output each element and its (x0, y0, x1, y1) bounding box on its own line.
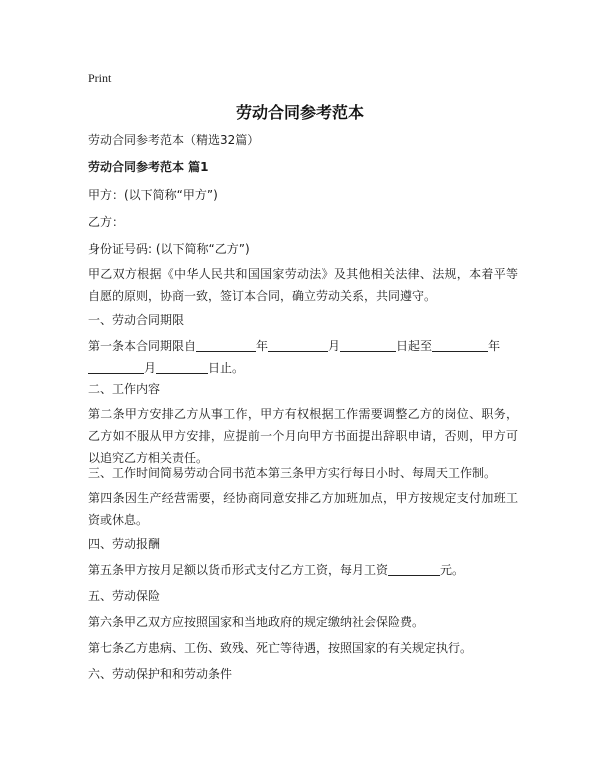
year-label-2: 年 (488, 339, 501, 353)
salary-blank[interactable] (388, 561, 440, 576)
year-label-1: 年 (256, 339, 269, 353)
article-5-prefix: 第五条甲方按月足额以货币形式支付乙方工资，每月工资 (88, 563, 389, 577)
section-5-heading: 五、劳动保险 (88, 589, 161, 603)
month-label-2: 月 (144, 361, 157, 375)
month-label-1: 月 (328, 339, 341, 353)
intro-paragraph: 甲乙双方根据《中华人民共和国国家劳动法》及其他相关法律、法规，本着平等自愿的原则，协商一致，签订本合同，确立劳动关系，共同遵守。 (88, 267, 518, 303)
party-b-line: 乙方： (88, 215, 125, 229)
start-day-blank[interactable] (340, 337, 396, 352)
print-label: Print (88, 71, 112, 85)
section-1-heading: 一、劳动合同期限 (88, 313, 185, 327)
end-day-blank[interactable] (156, 359, 208, 374)
end-year-blank[interactable] (432, 337, 488, 352)
start-month-blank[interactable] (268, 337, 328, 352)
party-a-line: 甲方：(以下简称“甲方”) (88, 188, 218, 202)
document-title: 劳动合同参考范本 (235, 103, 364, 122)
article-6-line: 第六条甲乙双方应按照国家和当地政府的规定缴纳社会保险费。 (88, 615, 425, 629)
article-4-paragraph: 第四条因生产经营需要，经协商同意安排乙方加班加点，甲方按规定支付加班工资或休息。 (88, 491, 518, 527)
document-subtitle: 劳动合同参考范本（精选32篇） (88, 133, 260, 147)
id-number-line: 身份证号码: (以下简称“乙方”) (88, 242, 250, 256)
article-1-line-1 (88, 335, 518, 357)
article-7-line: 第七条乙方患病、工伤、致残、死亡等待遇，按照国家的有关规定执行。 (88, 641, 473, 655)
article-2-paragraph: 第二条甲方安排乙方从事工作，甲方有权根据工作需要调整乙方的岗位、职务，乙方如不服从甲方安排，应提前一个月向甲方书面提出辞职申请，否则，甲方可以追究乙方相关责任。 (88, 407, 518, 465)
end-month-blank[interactable] (88, 359, 144, 374)
article-5-line (88, 559, 518, 581)
start-year-blank[interactable] (196, 337, 256, 352)
article-5-suffix: 元。 (440, 563, 465, 577)
article-1-line-2 (88, 357, 518, 379)
day-end-label: 日止。 (208, 361, 245, 375)
section-2-heading: 二、工作内容 (88, 382, 161, 396)
day-to-label: 日起至 (396, 339, 433, 353)
section-6-heading: 六、劳动保护和和劳动条件 (88, 667, 233, 681)
section-heading: 劳动合同参考范本 篇1 (88, 160, 209, 174)
section-4-heading: 四、劳动报酬 (88, 537, 161, 551)
article-1-prefix: 第一条本合同期限自 (88, 339, 197, 353)
section-3-line: 三、工作时间简易劳动合同书范本第三条甲方实行每日小时、每周天工作制。 (88, 466, 497, 480)
